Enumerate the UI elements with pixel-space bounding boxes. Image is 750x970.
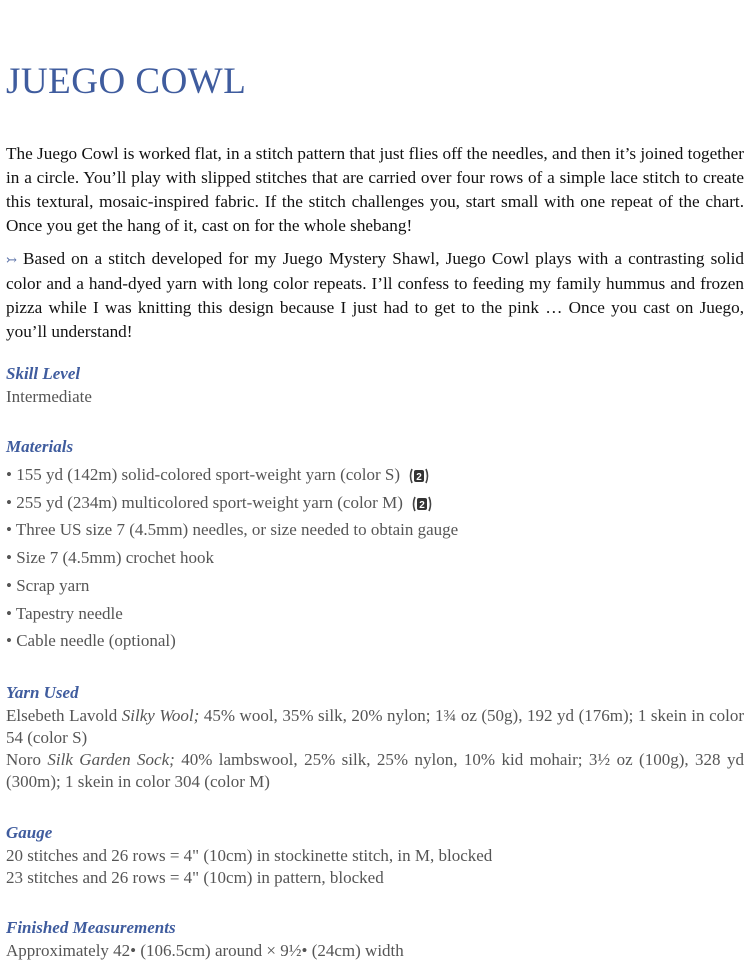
materials-item: • Three US size 7 (4.5mm) needles, or size needed to obtain gauge xyxy=(6,520,459,540)
intro-paragraph: The Juego Cowl is worked flat, in a stitch pattern that just flies off the needles, and then it’s joined together in a circle. You’ll play with slipped stitches that are carried over four rows of a simple lace stitch to create this textural, mosaic-inspired fabric. If the stitch challenges you, start small with one repeat of the chart. Once you get the hang of it, cast on for the whole shebang! xyxy=(6,144,744,235)
yarn-weight-number: 2 xyxy=(416,472,423,484)
gauge-section xyxy=(6,821,744,889)
intro-paragraph-2-text: Based on a stitch developed for my Juego Mystery Shawl, Juego Cowl plays with a contrasting solid color and a hand-dyed yarn with long color repeats. I’ll confess to feeding my family hummus and frozen pizza while I was knitting this design because I just had to get to the pink … Once you cast on Juego, you’ll understand! xyxy=(6,249,744,341)
materials-item: • Scrap yarn xyxy=(6,575,90,595)
materials-list xyxy=(6,461,744,655)
finished-measurements-heading: Finished Measurements xyxy=(6,918,176,937)
materials-item: • 255 yd (234m) multicolored sport-weight yarn (color M) 2 xyxy=(6,489,744,517)
skill-level-heading: Skill Level xyxy=(6,364,81,383)
skill-level-value: Intermediate xyxy=(6,387,92,406)
materials-section xyxy=(6,435,744,655)
intro-paragraph-2 xyxy=(6,247,744,344)
yarn-used-section xyxy=(6,681,744,793)
materials-item: • Cable needle (optional) xyxy=(6,631,176,651)
yarn-entry-2: Noro Silk Garden Sock; 40% lambswool, 25% silk, 25% nylon, 10% kid mohair; 3½ oz (100g), 328 yd (300m); 1 skein in color 304 (color M) xyxy=(6,750,744,791)
page-title: JUEGO COWL xyxy=(6,61,247,102)
yarn-entry-1: Elsebeth Lavold Silky Wool; 45% wool, 35% silk, 20% nylon; 1¾ oz (50g), 192 yd (176m); 1 skein in color 54 (color S) xyxy=(6,706,744,747)
finished-measurements-section xyxy=(6,916,744,962)
materials-item: • Size 7 (4.5mm) crochet hook xyxy=(6,548,215,568)
gauge-line-1: 20 stitches and 26 rows = 4" (10cm) in stockinette stitch, in M, blocked xyxy=(6,846,493,865)
skill-level-section xyxy=(6,362,744,408)
arrow-icon: ↣ xyxy=(6,252,17,267)
yarn-weight-number: 2 xyxy=(419,499,425,511)
materials-item: • 155 yd (142m) solid-colored sport-weight yarn (color S) 2 xyxy=(6,461,744,489)
gauge-heading: Gauge xyxy=(6,823,53,842)
yarn-weight-icon xyxy=(408,467,430,485)
yarn-weight-icon xyxy=(411,495,433,513)
materials-heading: Materials xyxy=(6,437,74,456)
yarn-used-heading: Yarn Used xyxy=(6,683,79,702)
finished-measurements-value: Approximately 42• (106.5cm) around × 9½• (24cm) width xyxy=(6,941,404,960)
materials-item: • Tapestry needle xyxy=(6,603,123,623)
gauge-line-2: 23 stitches and 26 rows = 4" (10cm) in pattern, blocked xyxy=(6,868,384,887)
